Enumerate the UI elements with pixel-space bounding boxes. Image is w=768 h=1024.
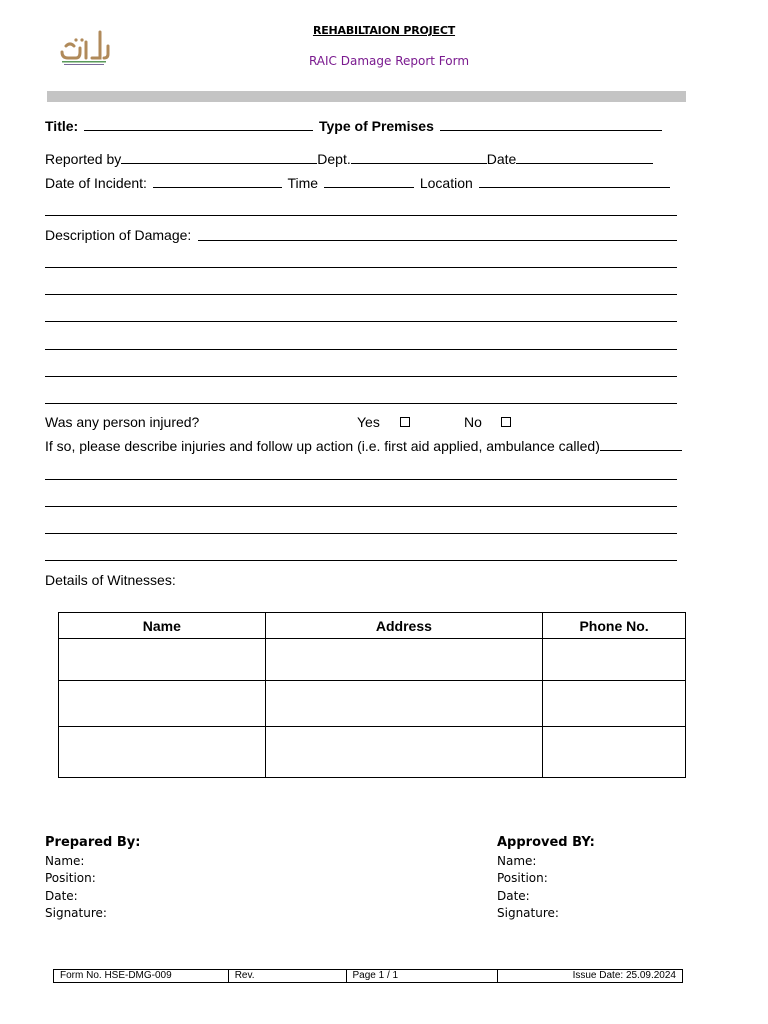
approved-date-label: Date:	[497, 888, 530, 903]
revision: Rev.	[228, 970, 346, 983]
witness-address-cell[interactable]	[265, 639, 543, 681]
date-incident-field[interactable]	[153, 174, 282, 188]
injury-describe-label: If so, please describe injuries and follow up action (i.e. first aid applied, ambulance called)	[45, 438, 600, 454]
prepared-signature-label: Signature:	[45, 905, 107, 920]
approved-name-label: Name:	[497, 854, 537, 868]
injury-question: Was any person injured?	[45, 414, 200, 430]
no-checkbox[interactable]	[501, 417, 511, 427]
reported-by-field[interactable]	[121, 150, 317, 164]
address-column-header: Address	[265, 613, 543, 639]
prepared-date-label: Date:	[45, 888, 78, 903]
description-label: Description of Damage:	[45, 227, 192, 243]
project-name: REHABILTAION PROJECT	[312, 24, 456, 37]
footer-row	[54, 970, 683, 983]
prepared-by-heading: Prepared By:	[45, 835, 141, 850]
approved-by-block	[497, 833, 595, 922]
description-line[interactable]	[45, 349, 677, 350]
form-title: RAIC Damage Report Form	[308, 54, 470, 68]
prepared-by-block	[45, 833, 140, 922]
witness-phone-cell[interactable]	[543, 681, 686, 727]
injury-line[interactable]	[45, 506, 677, 507]
injury-describe-row	[45, 437, 682, 455]
witnesses-label: Details of Witnesses:	[45, 572, 176, 588]
premises-field[interactable]	[440, 117, 662, 131]
description-line[interactable]	[45, 294, 677, 295]
no-option	[464, 413, 511, 431]
issue-date: Issue Date: 25.09.2024	[498, 970, 683, 983]
witness-phone-cell[interactable]	[543, 727, 686, 778]
description-line[interactable]	[45, 403, 677, 404]
witness-name-cell[interactable]	[59, 681, 266, 727]
dept-label: Dept.	[317, 151, 351, 167]
page-number: Page 1 / 1	[346, 970, 498, 983]
date-label: Date	[486, 151, 517, 167]
premises-label: Type of Premises	[318, 118, 434, 134]
witness-address-cell[interactable]	[265, 727, 543, 778]
date-field[interactable]	[516, 150, 653, 164]
description-field[interactable]	[198, 240, 677, 241]
prepared-position-label: Position:	[45, 871, 96, 886]
injury-describe-field[interactable]	[600, 437, 682, 451]
table-row	[59, 681, 686, 727]
injury-line[interactable]	[45, 479, 677, 480]
time-label: Time	[287, 175, 319, 191]
name-column-header: Name	[59, 613, 266, 639]
title-label: Title:	[45, 118, 79, 134]
injury-line[interactable]	[45, 560, 677, 561]
title-row	[45, 117, 664, 135]
witness-phone-cell[interactable]	[543, 639, 686, 681]
date-incident-label: Date of Incident:	[45, 175, 147, 191]
title-field[interactable]	[84, 117, 313, 131]
description-line[interactable]	[45, 267, 677, 268]
title-divider-bar	[47, 91, 686, 102]
table-row	[59, 639, 686, 681]
witness-address-cell[interactable]	[265, 681, 543, 727]
table-row	[59, 727, 686, 778]
approved-position-label: Position:	[497, 871, 548, 886]
location-field[interactable]	[479, 174, 670, 188]
time-field[interactable]	[324, 174, 414, 188]
description-line[interactable]	[45, 376, 677, 377]
yes-label: Yes	[357, 414, 380, 430]
injury-line[interactable]	[45, 533, 677, 534]
no-label: No	[464, 414, 482, 430]
witness-name-cell[interactable]	[59, 639, 266, 681]
yes-checkbox[interactable]	[400, 417, 410, 427]
witness-name-cell[interactable]	[59, 727, 266, 778]
reported-by-label: Reported by	[45, 151, 122, 167]
footer-table	[53, 969, 683, 983]
table-header-row	[59, 613, 686, 639]
prepared-name-label: Name:	[45, 854, 85, 868]
approved-signature-label: Signature:	[497, 905, 559, 920]
witnesses-table	[58, 612, 686, 778]
dept-field[interactable]	[351, 150, 487, 164]
location-label: Location	[419, 175, 473, 191]
blank-line[interactable]	[45, 215, 677, 216]
description-line[interactable]	[45, 321, 677, 322]
phone-column-header: Phone No.	[543, 613, 686, 639]
approved-by-heading: Approved BY:	[497, 835, 595, 850]
form-number: Form No. HSE-DMG-009	[54, 970, 229, 983]
incident-row	[45, 174, 672, 192]
yes-option	[357, 413, 410, 431]
reported-row	[45, 150, 653, 168]
